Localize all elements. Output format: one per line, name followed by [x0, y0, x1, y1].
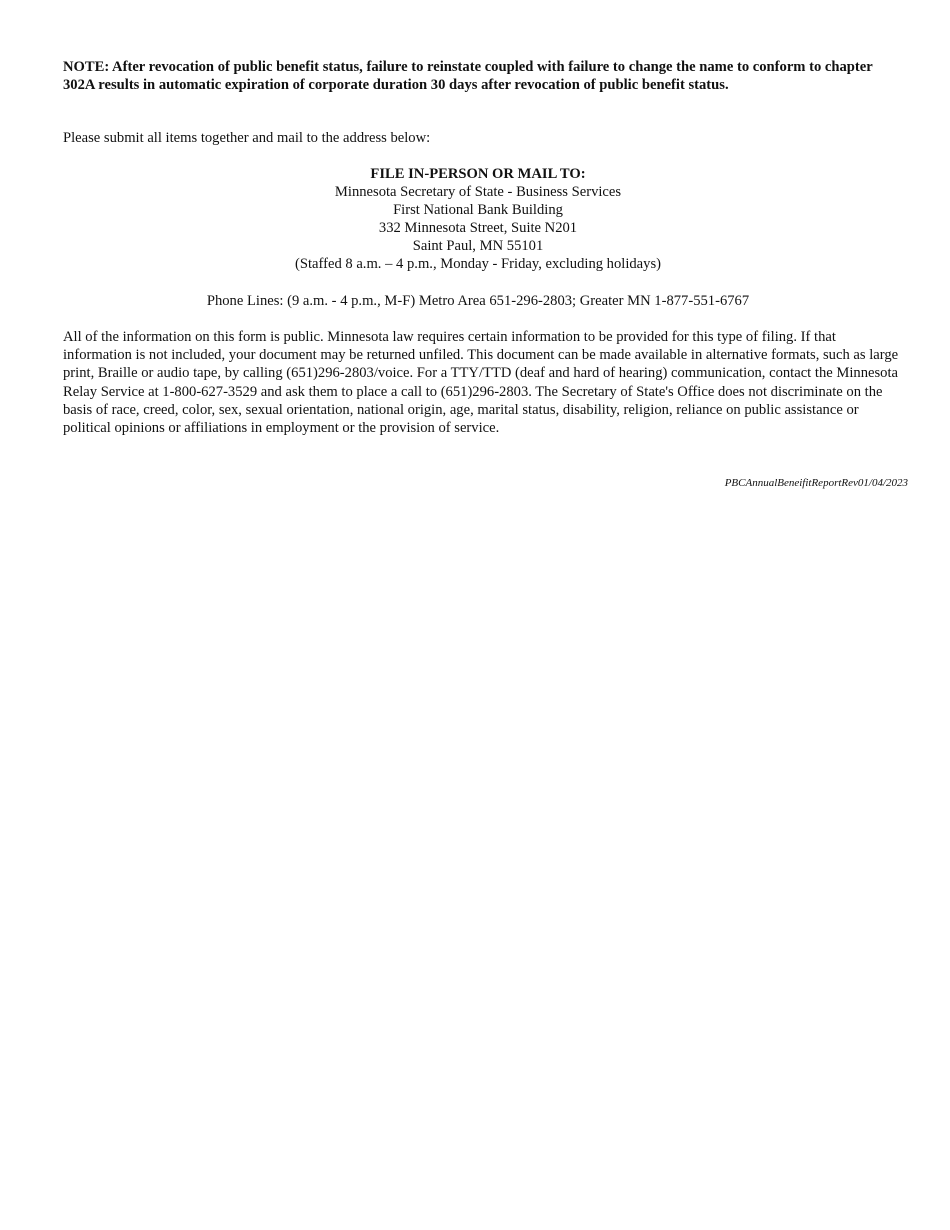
address-line-hours: (Staffed 8 a.m. – 4 p.m., Monday - Friday, excluding holidays): [295, 256, 661, 272]
address-line-building: First National Bank Building: [393, 202, 563, 218]
mailing-address-block: [63, 165, 893, 273]
phone-lines: Phone Lines: (9 a.m. - 4 p.m., M-F) Metro Area 651-296-2803; Greater MN 1-877-551-6767: [206, 293, 750, 309]
address-line-office: Minnesota Secretary of State - Business Services: [334, 184, 622, 200]
address-line-street: 332 Minnesota Street, Suite N201: [378, 220, 578, 236]
revocation-note: NOTE: After revocation of public benefit status, failure to reinstate coupled with failure to change the name to conform to chapter 302A results in automatic expiration of corporate duration 30 days after revocation of public benefit status.: [63, 59, 873, 93]
address-heading: FILE IN-PERSON OR MAIL TO:: [370, 166, 586, 182]
public-information-notice: All of the information on this form is public. Minnesota law requires certain information to be provided for this type of filing. If that information is not included, your document may be returned unfiled. This document can be made available in alternative formats, such as large print, Braille or audio tape, by calling (651)296-2803/voice. For a TTY/TTD (deaf and hard of hearing) communication, contact the Minnesota Relay Service at 1-800-627-3529 and ask them to place a call to (651)296-2803. The Secretary of State's Office does not discriminate on the basis of race, creed, color, sex, sexual orientation, national origin, age, marital status, disability, religion, reliance on public assistance or political opinions or affiliations in employment or the provision of service.: [63, 329, 899, 437]
address-line-city: Saint Paul, MN 55101: [412, 238, 544, 254]
submit-instruction: Please submit all items together and mail to the address below:: [63, 130, 431, 146]
form-revision-footer: PBCAnnualBeneifitReportRev01/04/2023: [724, 477, 908, 489]
